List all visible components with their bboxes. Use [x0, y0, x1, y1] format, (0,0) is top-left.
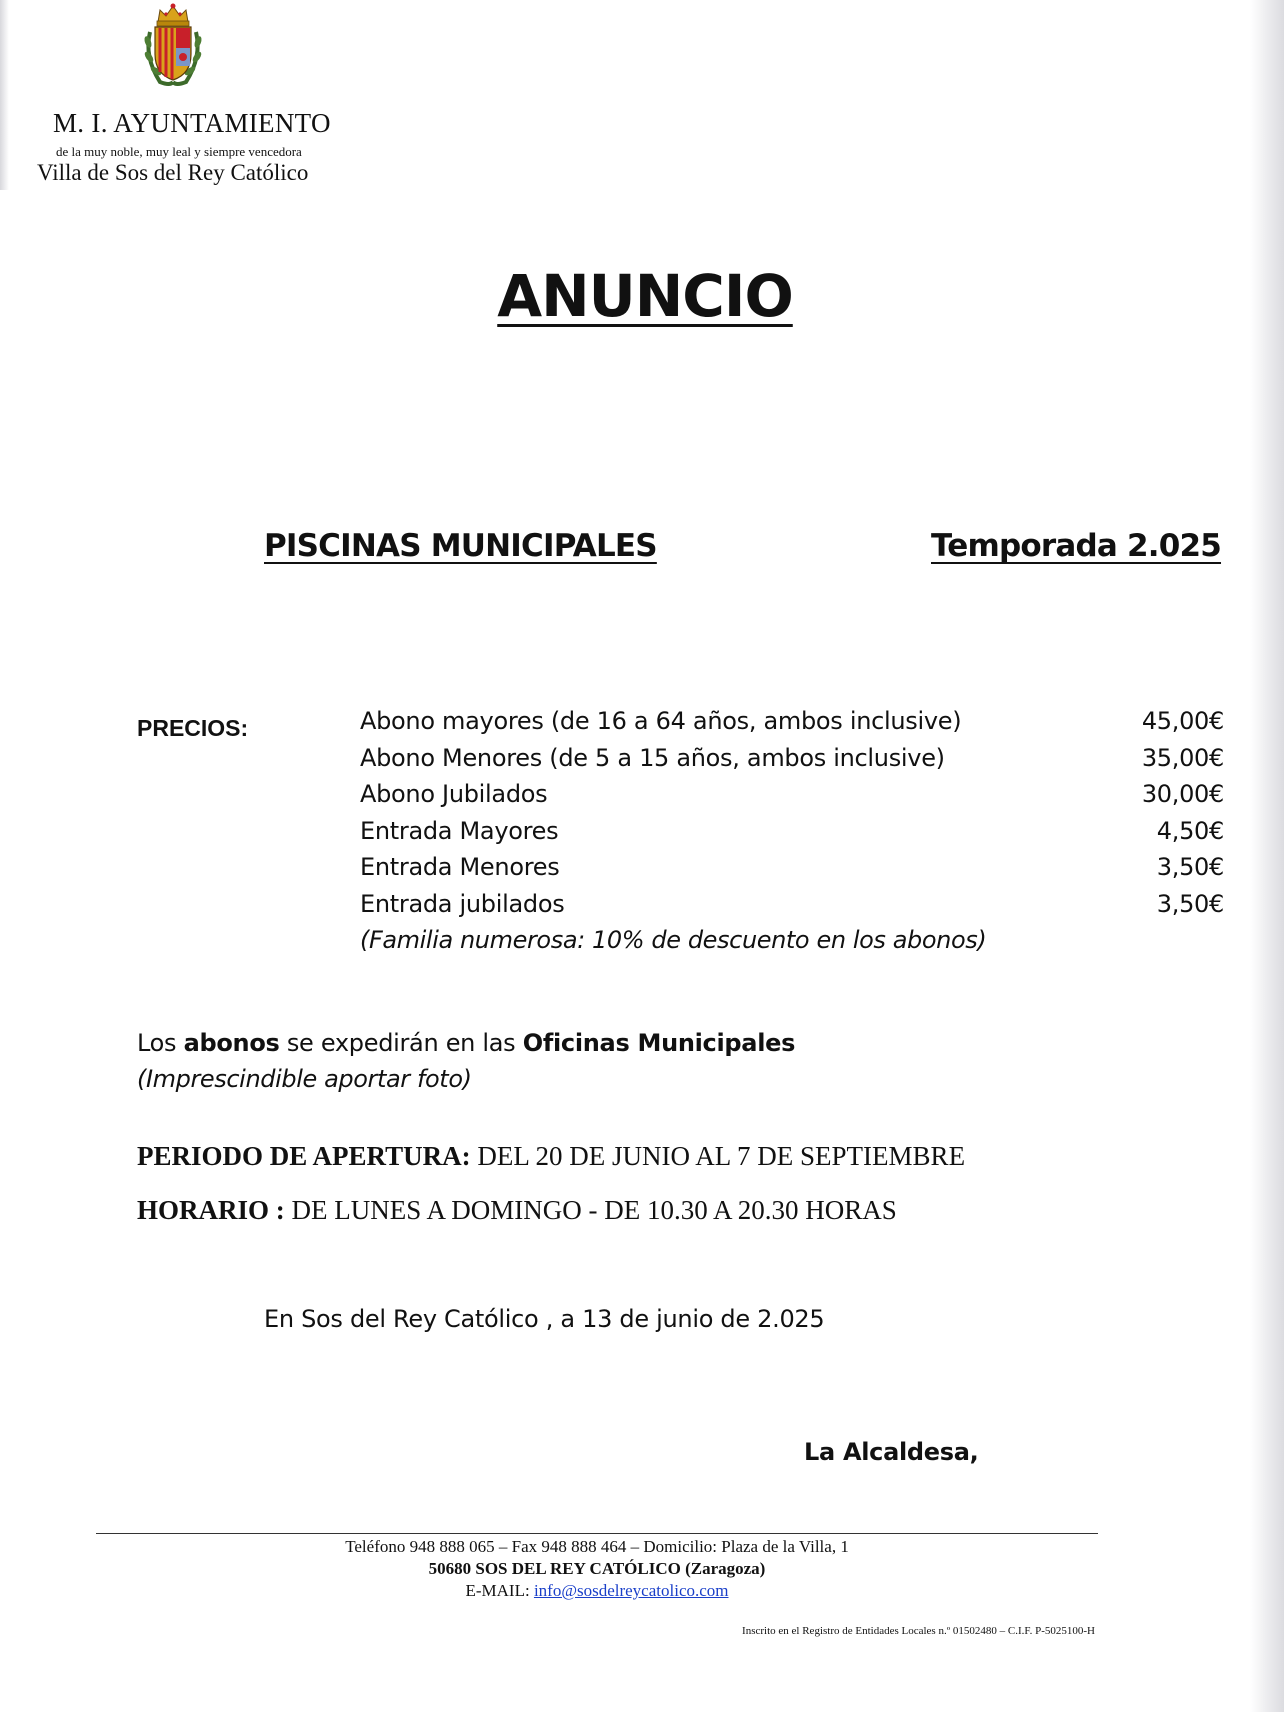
- abonos-bold-1: abonos: [183, 1029, 280, 1057]
- prices-label: PRECIOS:: [137, 715, 249, 741]
- abonos-info: [137, 1029, 795, 1057]
- photo-note: (Imprescindible aportar foto): [137, 1065, 472, 1093]
- price-row: [360, 707, 1224, 744]
- signer: La Alcaldesa,: [804, 1438, 979, 1466]
- coat-of-arms-icon: [140, 2, 206, 90]
- subheading-season: Temporada 2.025: [931, 528, 1222, 564]
- page-edge-right: [1250, 0, 1284, 1712]
- abonos-bold-2: Oficinas Municipales: [522, 1029, 796, 1057]
- price-row: [360, 780, 1224, 817]
- period-label: PERIODO DE APERTURA:: [137, 1141, 471, 1171]
- price-row: [360, 853, 1224, 890]
- price-amount: 3,50€: [1156, 889, 1224, 918]
- subheading-pools: PISCINAS MUNICIPALES: [264, 528, 657, 564]
- price-list: [360, 707, 1224, 954]
- email-label: E-MAIL:: [465, 1581, 534, 1600]
- price-amount: 30,00€: [1141, 780, 1224, 808]
- registry-info: Inscrito en el Registro de Entidades Locales n.º 01502480 – C.I.F. P-5025100-H: [742, 1625, 1095, 1637]
- footer-address: 50680 SOS DEL REY CATÓLICO (Zaragoza): [428, 1559, 766, 1578]
- org-motto: de la muy noble, muy leal y siempre vencedora: [56, 144, 302, 159]
- opening-hours: [137, 1195, 897, 1226]
- price-description: Entrada Menores: [360, 853, 560, 881]
- price-description: Abono Menores (de 5 a 15 años, ambos inclusive): [360, 743, 945, 772]
- opening-period: [137, 1141, 965, 1172]
- email-link[interactable]: info@sosdelreycatolico.com: [533, 1581, 729, 1600]
- footer-divider: [96, 1533, 1098, 1534]
- price-amount: 45,00€: [1141, 707, 1224, 735]
- schedule-value: DE LUNES A DOMINGO - DE 10.30 A 20.30 HORAS: [284, 1195, 897, 1225]
- price-amount: 4,50€: [1156, 816, 1224, 845]
- period-value: DEL 20 DE JUNIO AL 7 DE SEPTIEMBRE: [470, 1141, 966, 1171]
- page-edge-left: [0, 0, 9, 190]
- discount-note: (Familia numerosa: 10% de descuento en los abonos): [360, 926, 987, 954]
- abonos-text-2: se expedirán en las: [279, 1029, 523, 1057]
- footer-email: [96, 1581, 1098, 1601]
- page-title: [0, 262, 1284, 330]
- org-name: M. I. AYUNTAMIENTO: [53, 108, 331, 138]
- price-description: Entrada Mayores: [360, 816, 559, 845]
- price-description: Abono mayores (de 16 a 64 años, ambos inclusive): [360, 707, 962, 735]
- title-text: ANUNCIO: [497, 262, 793, 330]
- schedule-label: HORARIO :: [137, 1195, 285, 1225]
- price-description: Entrada jubilados: [360, 889, 565, 918]
- price-amount: 3,50€: [1156, 853, 1224, 881]
- price-description: Abono Jubilados: [360, 780, 548, 808]
- price-row: [360, 890, 1224, 927]
- price-row: [360, 817, 1224, 854]
- price-row: [360, 744, 1224, 781]
- org-town: Villa de Sos del Rey Católico: [37, 160, 309, 185]
- price-amount: 35,00€: [1141, 743, 1224, 772]
- abonos-text-1: Los: [137, 1029, 184, 1057]
- place-date: En Sos del Rey Católico , a 13 de junio de 2.025: [264, 1305, 825, 1333]
- footer-contact: Teléfono 948 888 065 – Fax 948 888 464 – Domicilio: Plaza de la Villa, 1: [345, 1537, 849, 1556]
